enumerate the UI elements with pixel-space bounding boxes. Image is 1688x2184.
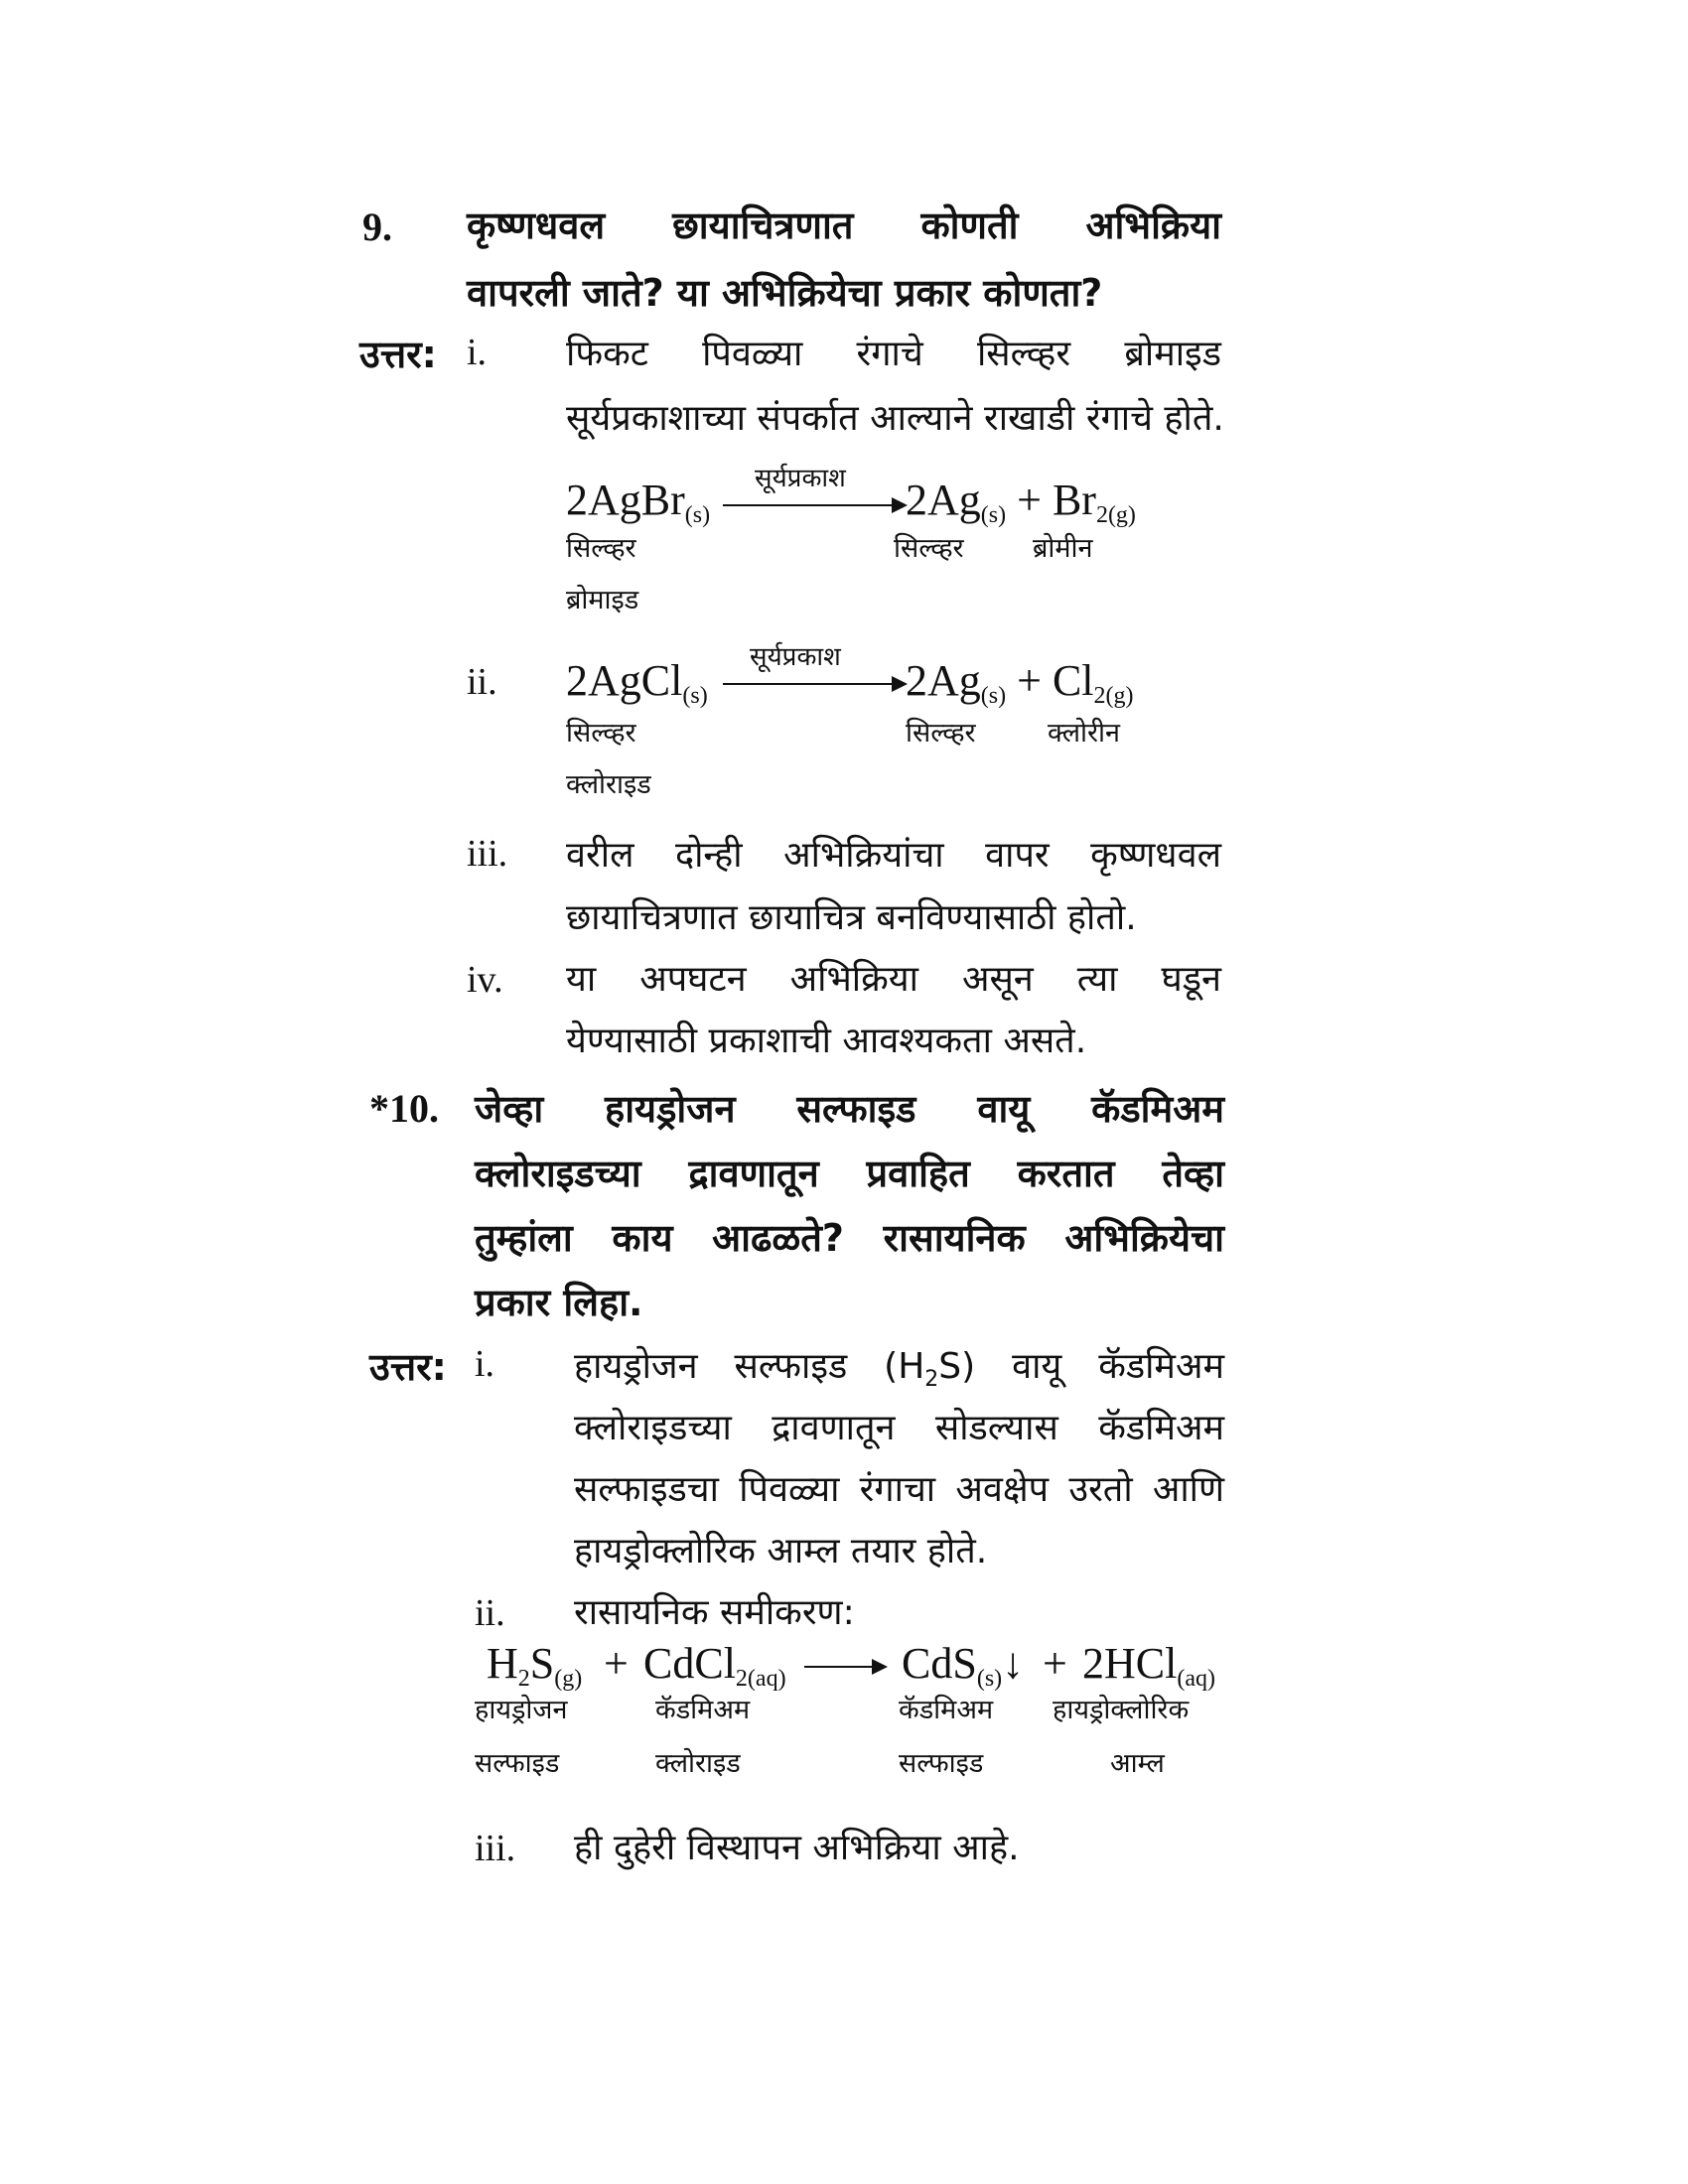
equation-label: कॅडमिअम [899, 1695, 994, 1725]
equation-product: $2Ag_{(s)} + Cl_{2(g)}$ [906, 656, 1134, 709]
equation-reactant: 2AgBr$_{(s)}$ [566, 476, 711, 528]
equation-product: 2HCl$_{(aq)}$ [1082, 1639, 1215, 1692]
answer-text-line: रासायनिक समीकरण: [574, 1592, 855, 1633]
equation-product: CdS$_{(s)}$↓ [902, 1639, 1025, 1692]
answer-text-line: वरील दोन्ही अभिक्रियांचा वापर कृष्णधवल [566, 835, 1221, 876]
equation-label: सल्फाइड [899, 1748, 984, 1779]
answer-text-line: ही दुहेरी विस्थापन अभिक्रिया आहे. [574, 1828, 1020, 1868]
item-roman-numeral: ii. [467, 661, 497, 703]
answer-text-line: क्लोराइडच्या द्रावणातून सोडल्यास कॅडमिअम [574, 1408, 1224, 1448]
equation-reactant: CdCl$_{2(aq)}$ [643, 1639, 786, 1692]
answer-label: उत्तर: [369, 1345, 447, 1389]
equation-plus: + [604, 1639, 629, 1688]
answer-text-line: हायड्रोक्लोरिक आम्ल तयार होते. [574, 1531, 988, 1571]
answer-text-line: छायाचित्रणात छायाचित्र बनविण्यासाठी होतो. [566, 897, 1137, 938]
equation-label: सिल्व्हर [566, 718, 636, 749]
answer-text-line: फिकट पिवळ्या रंगाचे सिल्व्हर ब्रोमाइड [566, 334, 1221, 374]
answer-text-line: सल्फाइडचा पिवळ्या रंगाचा अवक्षेप उरतो आणि [574, 1469, 1224, 1510]
question-text-line: प्रकार लिहा. [475, 1281, 643, 1324]
question-text-line: क्लोराइडच्या द्रावणातून प्रवाहित करतात तेव्हा [475, 1152, 1224, 1195]
equation-reactant: $H_2S_{(g)}$ [487, 1639, 583, 1692]
equation-label: सिल्व्हर [566, 533, 636, 564]
equation-plus: + [1043, 1639, 1067, 1688]
question-number: 9. [362, 205, 392, 249]
reaction-arrow [723, 504, 894, 506]
equation-label: सिल्व्हर [906, 718, 976, 749]
question-text-line: कृष्णधवल छायाचित्रणात कोणती अभिक्रिया [467, 204, 1221, 247]
reaction-condition: सूर्यप्रकाश [755, 464, 846, 493]
equation-label: ब्रोमाइड [566, 585, 639, 615]
question-text-line: तुम्हांला काय आढळते? रासायनिक अभिक्रियेचा [475, 1216, 1224, 1260]
equation-label: कॅडमिअम [655, 1695, 751, 1725]
equation-label: क्लोरीन [1048, 718, 1121, 749]
reaction-arrow [804, 1666, 874, 1668]
answer-text-line: या अपघटन अभिक्रिया असून त्या घडून [566, 959, 1221, 1000]
item-roman-numeral: i. [475, 1343, 495, 1385]
equation-label: हायड्रोजन [475, 1695, 568, 1725]
equation-label: क्लोराइड [655, 1748, 741, 1779]
equation-label: हायड्रोक्लोरिक [1053, 1695, 1190, 1725]
item-roman-numeral: i. [467, 332, 488, 373]
item-roman-numeral: iii. [467, 833, 508, 875]
answer-text-line: हायड्रोजन सल्फाइड $(H_2S)$ वायू कॅडमिअम [574, 1346, 1224, 1393]
answer-text-line: सूर्यप्रकाशाच्या संपर्कात आल्याने राखाडी रंगाचे होते. [566, 398, 1224, 439]
reaction-arrow-head [872, 1659, 888, 1675]
equation-label: सल्फाइड [475, 1748, 560, 1779]
equation-label: आम्ल [1110, 1748, 1165, 1779]
down-arrow-icon: ↓ [1002, 1639, 1025, 1688]
item-roman-numeral: iii. [475, 1828, 516, 1869]
equation-label: ब्रोमीन [1033, 533, 1093, 564]
question-text-line: वापरली जाते? या अभिक्रियेचा प्रकार कोणता? [467, 271, 1103, 315]
item-roman-numeral: iv. [467, 959, 503, 1001]
reaction-arrow [723, 683, 894, 685]
answer-text-line: येण्यासाठी प्रकाशाची आवश्यकता असते. [566, 1021, 1087, 1061]
answer-label: उत्तर: [359, 333, 437, 376]
equation-reactant: 2AgCl$_{(s)}$ [566, 656, 708, 709]
equation-product: $2Ag_{(s)} + Br_{2(g)}$ [906, 476, 1136, 528]
question-number: *10. [369, 1086, 439, 1131]
reaction-condition: सूर्यप्रकाश [750, 642, 841, 672]
equation-label: सिल्व्हर [894, 533, 964, 564]
question-text-line: जेव्हा हायड्रोजन सल्फाइड वायू कॅडमिअम [475, 1087, 1224, 1131]
item-roman-numeral: ii. [475, 1592, 505, 1634]
equation-label: क्लोराइड [566, 769, 651, 800]
